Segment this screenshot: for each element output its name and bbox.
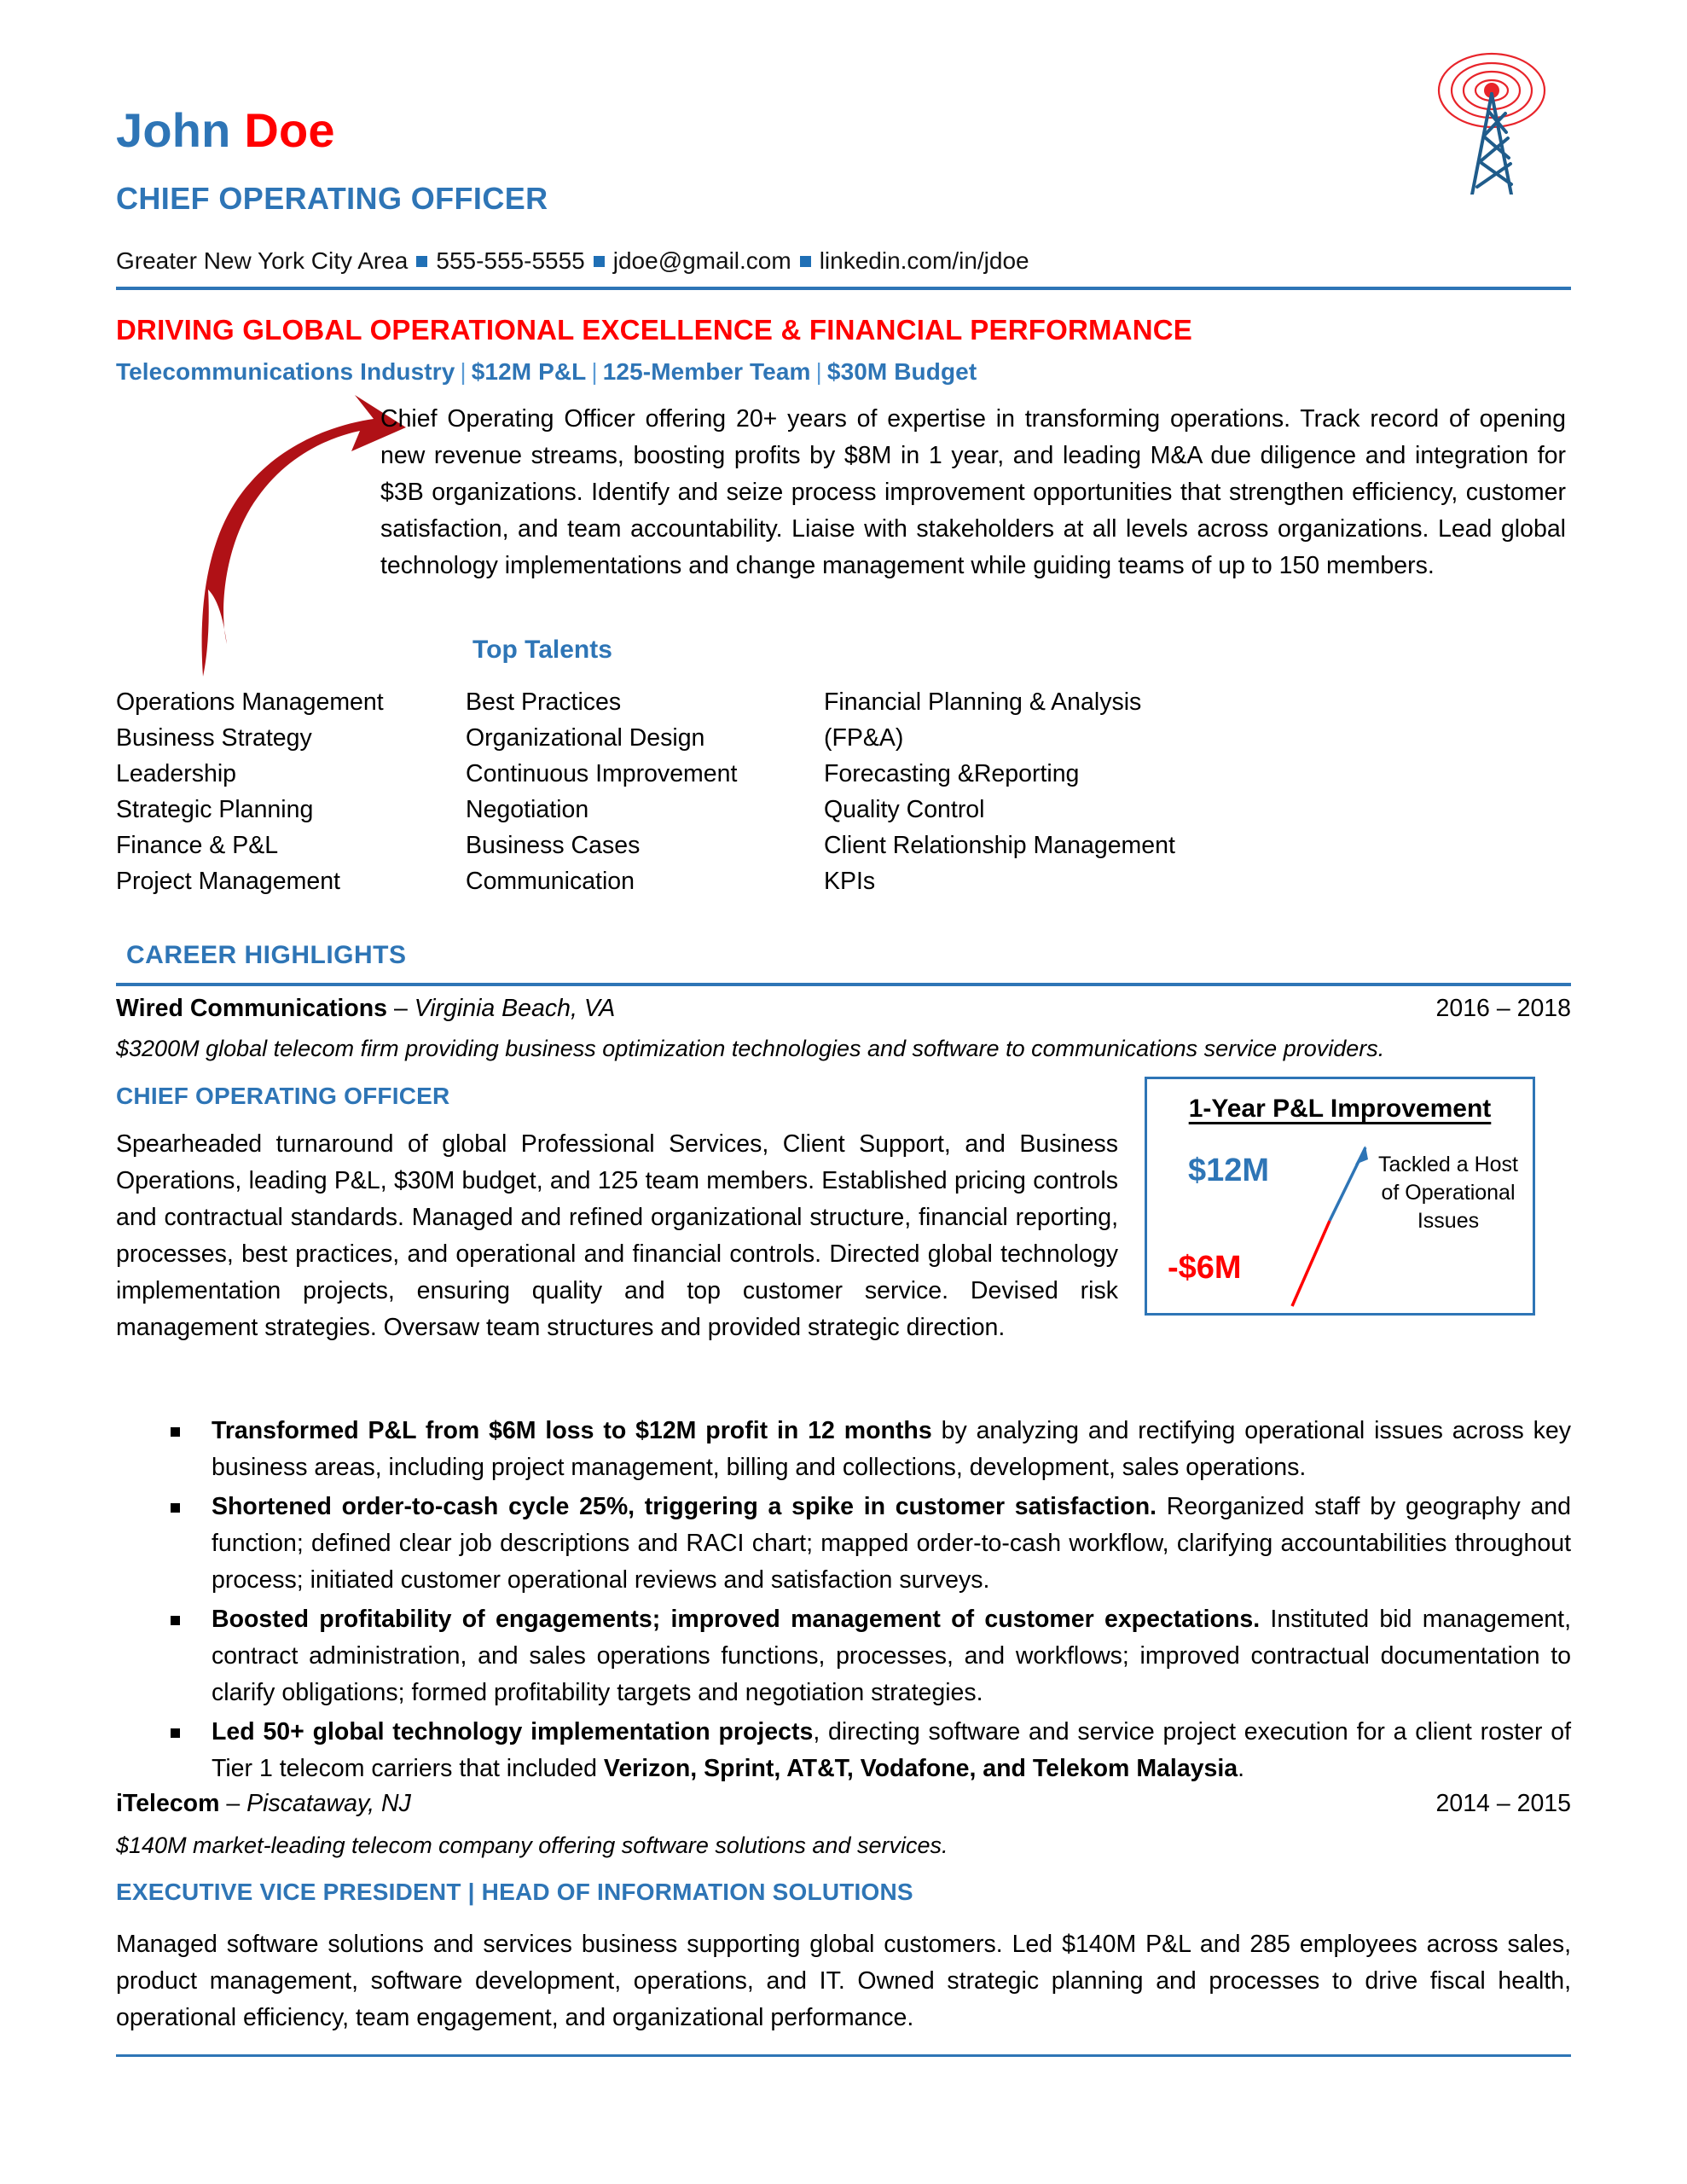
talent-item: Continuous Improvement	[466, 760, 738, 787]
talent-item: Business Strategy	[116, 724, 312, 752]
bullet-tail: .	[1238, 1755, 1245, 1782]
job-location: Piscataway, NJ	[246, 1790, 411, 1817]
subheadline	[116, 358, 977, 386]
bullet-bold-clients: Verizon, Sprint, AT&T, Vodafone, and Telekom Malaysia	[603, 1755, 1238, 1782]
talent-item: Best Practices	[466, 688, 622, 716]
talent-item: Project Management	[116, 868, 340, 895]
job-company-name: iTelecom	[116, 1790, 220, 1817]
summary-line-1: Chief Operating Officer offering 20+ years of expertise in transforming operations. Track record	[380, 405, 1440, 433]
bullet-bold-lead: Led 50+ global technology implementation projects	[212, 1718, 814, 1745]
job-bullet-list	[116, 1413, 1571, 1790]
bullet-marker-icon	[171, 1427, 180, 1437]
resume-content	[116, 0, 1571, 2184]
subheadline-part-3: $30M Budget	[826, 358, 977, 385]
job-bullet	[116, 1489, 1571, 1599]
summary-body: of opening new revenue streams, boosting profits by $8M in 1 year, and leading M&A due diligence and integration for $3B organizations. Identify and seize process improvement opportunities that strengthen efficiency, customer satisfaction, and team accountability. Liaise with stakeholders at all levels across organizations. Lead global technology implementations and change management while guiding teams of up to 150 members.	[380, 405, 1567, 579]
talent-item: Forecasting &Reporting	[824, 760, 1080, 787]
talent-item: Organizational Design	[466, 724, 705, 752]
bullet-marker-icon	[171, 1616, 180, 1625]
subheadline-separator: |	[591, 358, 598, 385]
job-bullet	[116, 1714, 1571, 1787]
job-company-name: Wired Communications	[116, 995, 388, 1022]
bullet-body: Instituted bid management, contract administration, and sales operations functions, processes, and workflows; improved contractual documentation to clarify obligations; formed profitability targets and negotiation strategies.	[212, 1606, 1571, 1706]
job-bullet	[116, 1601, 1571, 1711]
contact-line	[116, 247, 1029, 275]
job-dash: –	[219, 1790, 247, 1817]
job-role-title: EXECUTIVE VICE PRESIDENT | HEAD OF INFORMATION SOLUTIONS	[116, 1879, 913, 1905]
subheadline-part-0: Telecommunications Industry	[116, 358, 455, 385]
talent-item: Communication	[466, 868, 635, 895]
top-talents-grid	[116, 684, 1571, 899]
talent-item: Negotiation	[466, 796, 589, 823]
headline: DRIVING GLOBAL OPERATIONAL EXCELLENCE & FINANCIAL PERFORMANCE	[116, 314, 1192, 346]
bullet-square-icon	[594, 256, 605, 267]
talent-item: Business Cases	[466, 832, 641, 859]
last-name: Doe	[244, 103, 335, 157]
job-company-descriptor: $140M market-leading telecom company offering software solutions and services.	[116, 1833, 948, 1858]
talent-item: Finance & P&L	[116, 832, 279, 859]
section-title-career-highlights: CAREER HIGHLIGHTS	[126, 941, 407, 969]
chart-value-before: -$6M	[1168, 1250, 1242, 1286]
bullet-square-icon	[416, 256, 427, 267]
job-company-header	[116, 1790, 411, 1818]
first-name: John	[116, 103, 231, 157]
bullet-body: , directing software and service project execution for a client roster of Tier 1 telecom carriers that included	[212, 1718, 1571, 1782]
subheadline-separator: |	[460, 358, 467, 385]
bullet-bold-lead: Shortened order-to-cash cycle 25%, triggering a spike in customer satisfaction.	[212, 1493, 1157, 1520]
job-company-descriptor: $3200M global telecom firm providing business optimization technologies and software to communications service providers.	[116, 1036, 1385, 1061]
job-location: Virginia Beach, VA	[414, 995, 616, 1022]
talent-item: Leadership	[116, 760, 237, 787]
contact-phone[interactable]: 555-555-5555	[436, 247, 585, 274]
pl-improvement-chart	[1145, 1077, 1535, 1316]
bullet-square-icon	[800, 256, 811, 267]
radio-tower-icon	[1402, 49, 1581, 195]
talent-item: (FP&A)	[824, 724, 904, 752]
subheadline-part-1: $12M P&L	[471, 358, 587, 385]
job-dates: 2014 – 2015	[1435, 1790, 1571, 1817]
chart-title: 1-Year P&L Improvement	[1188, 1095, 1492, 1123]
subheadline-part-2: 125-Member Team	[602, 358, 811, 385]
talent-item: KPIs	[824, 868, 876, 895]
job-role-title: CHIEF OPERATING OFFICER	[116, 1083, 450, 1109]
job-dates: 2016 – 2018	[1435, 995, 1571, 1022]
job-bullet	[116, 1413, 1571, 1486]
contact-linkedin[interactable]: linkedin.com/in/jdoe	[819, 247, 1029, 274]
talent-item: Financial Planning & Analysis	[824, 688, 1142, 716]
talent-item: Operations Management	[116, 688, 384, 716]
bullet-marker-icon	[171, 1503, 180, 1513]
bullet-body: Reorganized staff by geography and function; defined clear job descriptions and RACI chart; mapped order-to-cash workflow, clarifying accountabilities throughout process; initiated customer operational reviews and satisfaction surveys.	[212, 1493, 1571, 1594]
chart-annotation: Tackled a Host of Operational Issues	[1378, 1153, 1518, 1233]
contact-email[interactable]: jdoe@gmail.com	[612, 247, 791, 274]
subheadline-separator: |	[815, 358, 822, 385]
bullet-marker-icon	[171, 1728, 180, 1738]
contact-location: Greater New York City Area	[116, 247, 409, 274]
curved-arrow-icon	[193, 388, 406, 678]
bullet-bold-lead: Boosted profitability of engagements; improved management of customer expectations.	[212, 1606, 1261, 1633]
top-talents-title: Top Talents	[472, 636, 612, 664]
job-paragraph: Managed software solutions and services business supporting global customers. Led $140M P&L and 285 employees across sales, product management, software development, operations, and IT. Owned strategic planning and processes to drive fiscal health, operational efficiency, team engagement, and organizational performance.	[116, 1931, 1571, 2031]
bullet-body: by analyzing and rectifying operational issues across key business areas, including project management, billing and collections, development, sales operations.	[212, 1417, 1571, 1481]
professional-summary	[380, 401, 1566, 584]
page-title	[116, 103, 335, 157]
section-divider	[116, 983, 1571, 986]
header-job-title: CHIEF OPERATING OFFICER	[116, 181, 548, 216]
job-paragraph: Spearheaded turnaround of global Professional Services, Client Support, and Business Operations, leading P&L, $30M budget, and 125 team members. Established pricing controls and contractual standards. Managed and refined organizational structure, financial reporting, processes, best practices, and operational and financial controls. Directed global technology implementation projects, ensuring quality and top customer service. Devised risk management strategies. Oversaw team structures and provided strategic direction.	[116, 1130, 1118, 1341]
job-dash: –	[387, 995, 415, 1022]
chart-value-after: $12M	[1188, 1153, 1270, 1188]
talent-item: Quality Control	[824, 796, 985, 823]
job-company-header	[116, 995, 615, 1023]
talent-item: Client Relationship Management	[824, 832, 1175, 859]
bullet-bold-lead: Transformed P&L from $6M loss to $12M profit in 12 months	[212, 1417, 932, 1444]
footer-divider	[116, 2054, 1571, 2057]
talent-item: Strategic Planning	[116, 796, 314, 823]
header-divider	[116, 287, 1571, 290]
